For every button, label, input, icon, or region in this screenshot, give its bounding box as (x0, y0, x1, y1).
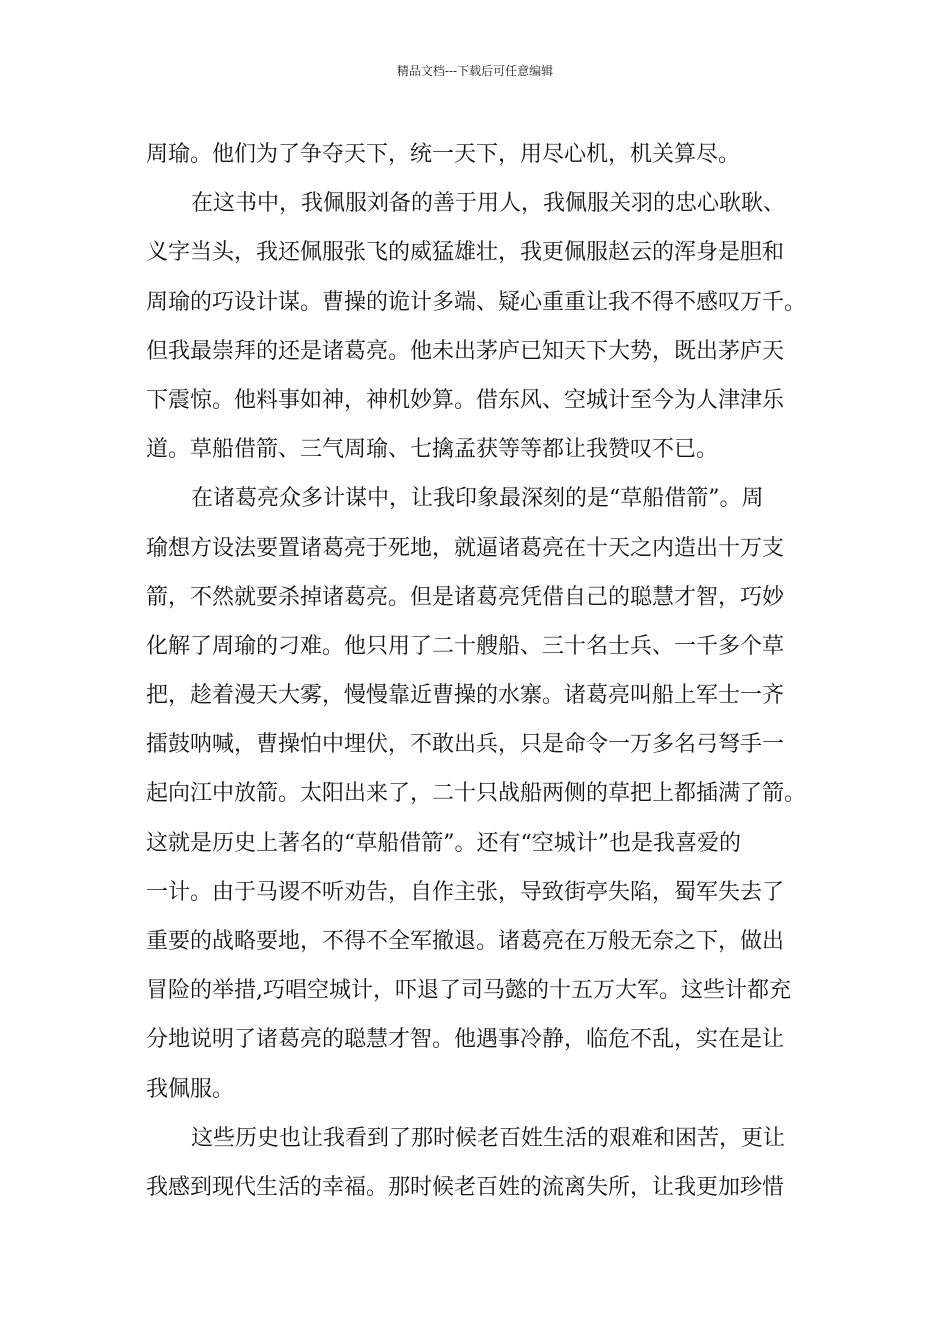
text-line: 我佩服。 (146, 1076, 235, 1102)
text-line: 一计。由于马谡不听劝告，自作主张，导致街亭失陷，蜀军失去了 (146, 879, 785, 905)
text-line: 周瑜。他们为了争夺天下，统一天下，用尽心机，机关算尽。 (146, 142, 741, 167)
text-line: 冒险的举措,巧唱空城计，吓退了司马懿的十五万大军。这些计都充 (146, 978, 791, 1004)
text-line: 化解了周瑜的刁难。他只用了二十艘船、三十名士兵、一千多个草 (146, 633, 785, 659)
text-line: 在这书中，我佩服刘备的善于用人，我佩服关羽的忠心耿耿、 (191, 191, 786, 217)
text-line: 分地说明了诸葛亮的聪慧才智。他遇事冷静，临危不乱，实在是让 (146, 1027, 785, 1053)
text-line: 起向江中放箭。太阳出来了，二十只战船两侧的草把上都插满了箭。 (146, 781, 807, 807)
text-line: 道。草船借箭、三气周瑜、七擒孟获等等都让我赞叹不已。 (146, 437, 719, 463)
text-line: 但我最崇拜的还是诸葛亮。他未出茅庐已知天下大势，既出茅庐天 (146, 338, 785, 364)
text-line: 重要的战略要地，不得不全军撤退。诸葛亮在万般无奈之下，做出 (146, 929, 785, 954)
text-line: 这些历史也让我看到了那时候老百姓生活的艰难和困苦，更让 (191, 1125, 786, 1151)
text-line: 周瑜的巧设计谋。曹操的诡计多端、疑心重重让我不得不感叹万千。 (146, 289, 807, 315)
text-line: 箭，不然就要杀掉诸葛亮。但是诸葛亮凭借自己的聪慧才智，巧妙 (146, 584, 785, 610)
text-line: 义字当头，我还佩服张飞的威猛雄壮，我更佩服赵云的浑身是胆和 (146, 240, 785, 266)
text-line: 下震惊。他料事如神，神机妙算。借东风、空城计至今为人津津乐 (146, 387, 785, 413)
document-body (146, 130, 816, 1212)
text-line: 这就是历史上著名的“草船借箭”。还有“空城计”也是我喜爱的 (146, 830, 741, 856)
text-line: 擂鼓呐喊，曹操怕中埋伏，不敢出兵，只是命令一万多名弓弩手一 (146, 732, 785, 758)
text-line: 把，趁着漫天大雾，慢慢靠近曹操的水寨。诸葛亮叫船上军士一齐 (146, 683, 785, 709)
page-header: 精品文档---下载后可任意编辑 (396, 64, 554, 78)
text-line: 在诸葛亮众多计谋中，让我印象最深刻的是“草船借箭”。周 (191, 486, 764, 512)
text-line: 我感到现代生活的幸福。那时候老百姓的流离失所，让我更加珍惜 (146, 1174, 785, 1200)
text-line: 瑜想方设法要置诸葛亮于死地，就逼诸葛亮在十天之内造出十万支 (146, 535, 785, 561)
